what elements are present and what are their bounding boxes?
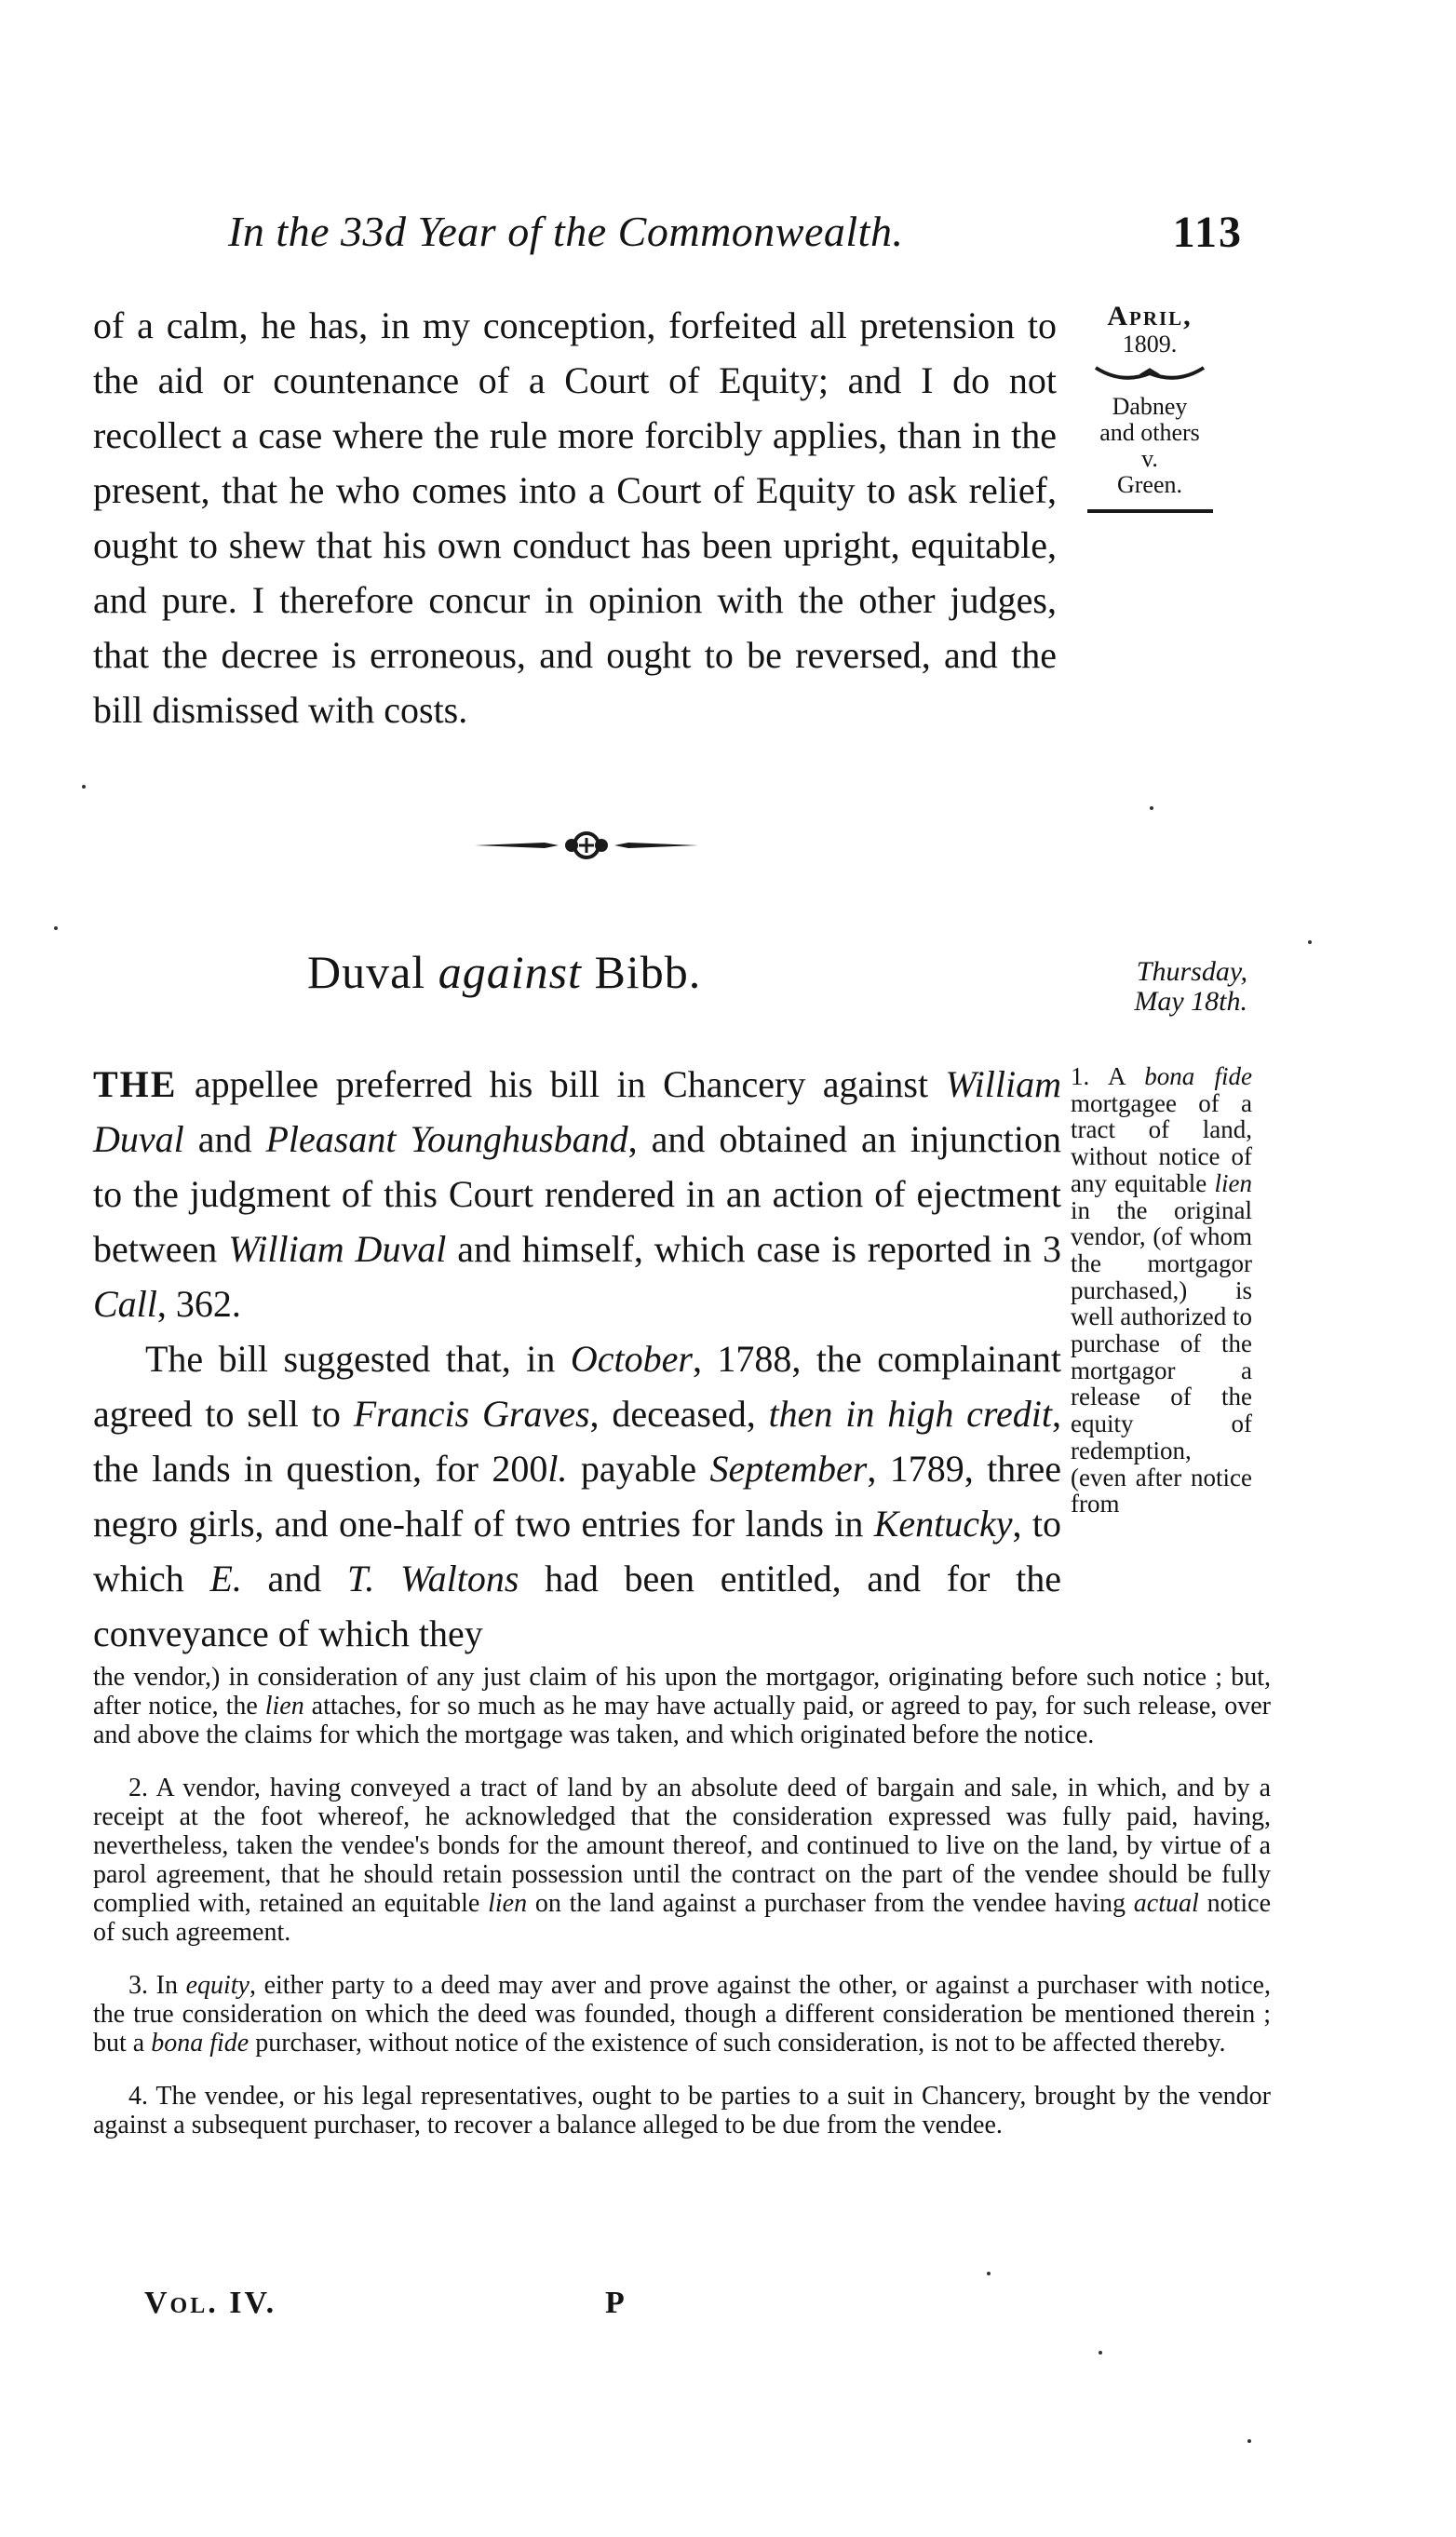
reporter-name: Call <box>93 1283 157 1325</box>
headnote-text: , either party to a deed may aver and prove against the other, or against a purchaser with notice, the true consideration on which the deed was founded, though a different consideration be mentioned therein ; but a <box>93 1971 1271 2058</box>
emphasis: bona fide <box>1144 1062 1252 1090</box>
headnote-text: mortgagee of a tract of land, without notice of any equitable <box>1071 1088 1252 1197</box>
place-name: Kentucky <box>873 1503 1013 1545</box>
speck <box>1099 2351 1102 2355</box>
body-text: , 1789, three negro girls, and one-half of two entries for lands in <box>93 1448 1062 1545</box>
speck <box>1308 940 1312 944</box>
currency-mark: l. <box>547 1448 568 1490</box>
case-date-value: May 18th. <box>1134 986 1247 1017</box>
page-number: 113 <box>1172 208 1243 257</box>
speck <box>987 2272 991 2275</box>
margin-case-line3: v. <box>1141 445 1158 472</box>
body-text: and himself, which case is reported in 3 <box>446 1228 1061 1270</box>
case-party-1: Duval <box>307 946 426 998</box>
headnote-text: in the original vendor, (of whom the mortgagor purchased,) is well authorized to purchase of the mortgagor a release of the equity of redemption, (even after notice from <box>1071 1195 1252 1518</box>
body-paragraph-1 <box>93 1057 1061 1331</box>
margin-case-line4: Green. <box>1116 471 1182 498</box>
body-text: , the lands in question, for 200 <box>93 1393 1061 1490</box>
headnote-text: the vendor,) in consideration of any just claim of his upon the mortgagor, originating before such notice ; but, after notice, the <box>93 1663 1271 1721</box>
margin-rule <box>1087 509 1213 513</box>
headnote-text: purchaser, without notice of the existence of such consideration, is not to be affected thereby. <box>249 2029 1226 2058</box>
emphasis: then in high credit <box>768 1393 1052 1435</box>
headnote-3 <box>93 1971 1271 2058</box>
party-name: Francis Graves <box>353 1393 590 1435</box>
emphasis: actual <box>1133 1889 1199 1918</box>
emphasis: lien <box>1214 1168 1252 1197</box>
printers-ornament-icon <box>475 827 698 864</box>
body-text: , and obtained an injunction to the judgment of this Court rendered in an action of ejectment between <box>93 1118 1061 1270</box>
body-text: , 362. <box>156 1283 241 1325</box>
party-name: E. <box>209 1558 242 1599</box>
margin-note-previous-case <box>1061 303 1238 513</box>
case-title <box>307 945 701 999</box>
headnote-text: 2. A vendor, having conveyed a tract of land by an absolute deed of bargain and sale, in which, and by a receipt at the foot whereof, he acknowledged that the consideration expressed was fully paid, having, nevertheless, taken the vendee's bonds for the amount thereof, and continued to live on the land, by virtue of a parol agreement, that he should retain possession until the contract on the part of the vendee should be fully complied with, retained an equitable <box>93 1774 1271 1918</box>
case-day: Thursday, <box>1136 956 1247 987</box>
body-text: , 1788, the complainant agreed to sell to <box>93 1338 1062 1435</box>
headnote-text: 1. A <box>1071 1062 1145 1090</box>
headnote-text: notice of such agreement. <box>93 1889 1271 1947</box>
emphasis: lien <box>264 1692 304 1721</box>
body-text: payable <box>567 1448 710 1490</box>
party-name: T. Waltons <box>347 1558 519 1599</box>
case-against: against <box>438 946 582 998</box>
conclusion-paragraph: of a calm, he has, in my conception, forfeited all pretension to the aid or countenance of a Court of Equity; and I do not recollect a case where the rule more forcibly applies, than in the present, that he who comes into a Court of Equity to ask relief, ought to shew that his own conduct has been upright, equitable, and pure. I therefore concur in opinion with the other judges, that the decree is erroneous, and ought to be reversed, and the bill dismissed with costs. <box>93 304 1057 731</box>
party-name: William Duval <box>228 1228 447 1270</box>
headnote-text: 3. In <box>128 1971 186 2000</box>
case-party-2: Bibb. <box>594 946 702 998</box>
previous-case-conclusion <box>93 298 1057 737</box>
case-body <box>93 1057 1061 1661</box>
headnote-text: attaches, for so much as he may have actually paid, or agreed to pay, for such release, over and above the claims for which the mortgage was taken, and which originated before the notice. <box>93 1692 1271 1749</box>
party-name: Pleasant Younghusband <box>265 1118 628 1160</box>
speck <box>54 926 58 930</box>
headnote-text: on the land against a purchaser from the vendee having <box>527 1889 1134 1918</box>
body-text: had been entitled, and for the conveyance of which they <box>93 1558 1061 1654</box>
opening-word: THE <box>93 1063 178 1105</box>
body-text: , deceased, <box>589 1393 769 1435</box>
margin-date <box>1061 303 1238 358</box>
running-title: In the 33d Year of the Commonwealth. <box>228 208 904 255</box>
margin-year: 1809. <box>1122 331 1178 358</box>
body-text: , to which <box>93 1503 1061 1599</box>
headnote-1-continued <box>93 1663 1271 1749</box>
body-text: appellee preferred his bill in Chancery against <box>177 1063 946 1105</box>
emphasis: equity <box>185 1971 249 2000</box>
speck <box>1247 2439 1251 2443</box>
margin-case-line2: and others <box>1099 419 1200 446</box>
swash-brace-icon <box>1094 364 1206 385</box>
running-header <box>228 207 1243 263</box>
headnote-2 <box>93 1774 1271 1947</box>
margin-case-line1: Dabney <box>1112 393 1188 420</box>
margin-case-name <box>1061 394 1238 498</box>
headnote-1-margin <box>1071 1063 1252 1518</box>
month-name: September <box>709 1448 868 1490</box>
headnotes <box>93 1663 1271 2139</box>
page-footer <box>144 2286 889 2332</box>
emphasis: lien <box>488 1889 528 1918</box>
signature-mark: P <box>605 2286 625 2320</box>
speck <box>82 785 86 789</box>
case-date <box>1085 957 1247 1017</box>
body-text: and <box>183 1118 266 1160</box>
speck <box>1150 806 1153 810</box>
body-text: and <box>241 1558 347 1599</box>
margin-month: April, <box>1107 301 1193 331</box>
emphasis: bona fide <box>151 2029 249 2058</box>
body-text: The bill suggested that, in <box>145 1338 571 1380</box>
headnote-4: 4. The vendee, or his legal representatives, ought to be parties to a suit in Chancery, brought by the vendor against a subsequent purchaser, to recover a balance alleged to be due from the vendee. <box>93 2082 1271 2139</box>
party-name: William Duval <box>93 1063 1061 1160</box>
volume-mark: Vol. IV. <box>144 2286 277 2320</box>
month-name: October <box>570 1338 693 1380</box>
body-paragraph-2 <box>93 1331 1061 1661</box>
